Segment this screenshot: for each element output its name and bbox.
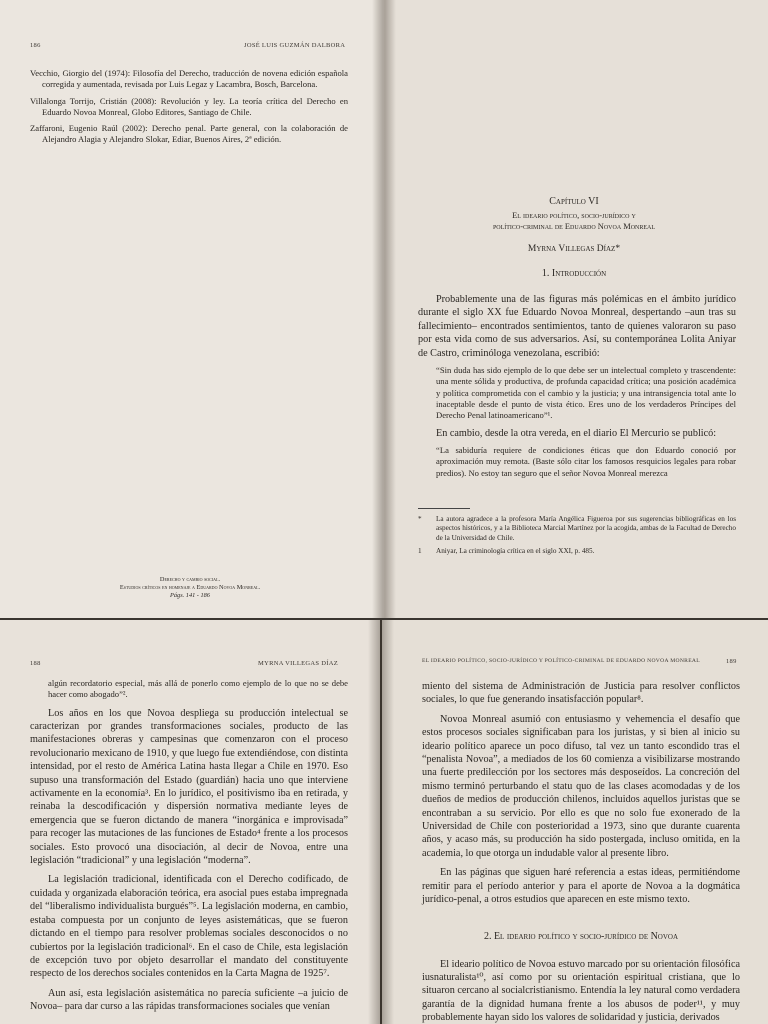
running-head: JOSÉ LUIS GUZMÁN DALBORA: [244, 42, 346, 49]
section-heading: 1. Introducción: [541, 268, 607, 279]
block-quote: algún recordatorio especial, más allá de ponerlo como ejemplo de lo que no se debe hacer como abogado”².: [48, 678, 348, 700]
chapter-title-line2: político-criminal de Eduardo Novoa Monreal: [492, 222, 656, 231]
footnote-text: Aniyar, La criminología crítica en el siglo XXI, p. 485.: [436, 547, 595, 556]
book-footer: [60, 576, 320, 601]
paragraph: Probablemente una de las figuras más polémicas en el ámbito jurídico durante el siglo XX fue Eduardo Novoa Monreal, despertando –aun tras su fallecimiento– encontrados sentimientos, tanto de quienes valoraron su paso por esta vida como de sus adversarios. Así, su contemporánea Lolita Aniyar de Castro, criminóloga venezolana, escribió:: [418, 294, 736, 359]
footnote-rule: [418, 508, 470, 509]
footnote-marker: *: [418, 515, 422, 523]
page-187: [384, 0, 768, 618]
block-quote: “Sin duda has sido ejemplo de lo que debe ser un intelectual completo y trascendente: una mente sólida y productiva, de profunda capacidad crítica; una posición académica y política comprometida con el cambio y la justicia; y una intransigencia total ante lo inaceptable desde el punto de vista ético. Eres uno de los verdaderos Príncipes del Derecho Penal latinoamericano”¹.: [436, 365, 736, 421]
footnote-text: La autora agradece a la profesora María Angélica Figueroa por sus sugerencias bibliográficas en los aspectos históricos, y a la Biblioteca Marcial Martínez por la acogida, ambas de la Facultad de Derecho de la Universidad de Chile.: [436, 515, 736, 542]
body-text: [422, 680, 740, 1024]
paragraph: El ideario político de Novoa estuvo marcado por su orientación filosófica iusnaturalista¹⁰, así como por su orientación espiritual cristiana, que lo situaron cercano al socialcristianismo. Entendía la ley natural como verdadera garantía de la dignidad humana frente a los abusos de poder¹¹, y muy probablemente hayan sido los valores de solidaridad y justicia, derivados: [422, 958, 740, 1024]
bibliography-entry: Vecchio, Giorgio del (1974): Filosofía del Derecho, traducción de novena edición española corregida y aumentada, revisada por Luis Legaz y Lacambra, Bosch, Barcelona.: [30, 68, 348, 90]
paragraph: Aun así, esta legislación asistemática no parecía suficiente –a juicio de Novoa– para dar curso a las rápidas transformaciones sociales que venían: [30, 987, 348, 1013]
page-189: [382, 620, 768, 1024]
paragraph: En cambio, desde la otra vereda, en el diario El Mercurio se publicó:: [436, 427, 717, 439]
book-title: Derecho y cambio social.: [159, 576, 221, 583]
page-number: 189: [726, 658, 737, 665]
running-head: MYRNA VILLEGAS DÍAZ: [258, 660, 338, 667]
body-text: [418, 293, 736, 479]
footnote: [418, 515, 736, 543]
paragraph: Novoa Monreal asumió con entusiasmo y vehemencia el desafío que estos procesos sociales significaban para los juristas, y si bien al inicio su ideario político aparece un poco difuso, tal vez un tanto escondido tras el “penalista Novoa”, a mediados de los 60 comienza a visibilizarse mostrando una fuerte predilección por los sectores más desposeídos. La concreción del mismo terminó perturbando el statu quo de las clases acomodadas y de los dueños de medios de producción chilenos, incluidos aquellos juristas que se encontraban a su servicio. Por ello es que no solo fue exonerado de la Universidad de Chile con posterioridad a 1973, sino que durante cuarenta años, y acaso más, su producción ha sido postergada, incluso omitida, en la academia, lo que otorga un indudable valor al presente libro.: [422, 713, 740, 859]
paragraph: En las páginas que siguen haré referencia a estas ideas, permitiéndome remitir para el período anterior y para el aporte de Novoa a la dogmática jurídico-penal, a otros estudios que aparecen en este mismo texto.: [422, 867, 740, 906]
footnote: [418, 547, 736, 556]
footnotes: [418, 515, 736, 557]
body-text: [30, 678, 348, 1014]
section-heading: 2. El ideario político y socio-jurídico de Novoa: [483, 930, 679, 942]
chapter-heading: [404, 196, 744, 279]
page-186: [0, 0, 384, 618]
page-range: Págs. 141 - 186: [170, 592, 210, 600]
book-gutter: [368, 620, 394, 1024]
paragraph: miento del sistema de Administración de Justicia para resolver conflictos sociales, lo que fue generando insatisfacción popular⁸.: [422, 681, 740, 706]
chapter-title-line1: El ideario político, socio-jurídico y: [512, 211, 636, 220]
bibliography-entry: Villalonga Torrijo, Cristián (2008): Revolución y ley. La teoría crítica del Derecho en Eduardo Novoa Monreal, Globo Editores, Santiago de Chile.: [30, 95, 348, 117]
paragraph: Los años en los que Novoa despliega su producción intelectual se caracterizan por grandes transformaciones sociales, producto de las manifestaciones obreras y campesinas que comenzaron con el proceso revolucionario mexicano de 1910, y que luego fue extendiéndose, con distinta intensidad, por el resto de América Latina hasta llegar a Chile en 1970. Eso supuso una transformación del Estado (guardián) hacia uno que interviene activamente en la economía³. En lo jurídico, el positivismo iba en retirada, y reinaba la descodificación y dispersión normativa mediante leyes de emergencia que se fueron dictando de manera “inorgánica e improvisada” para recoger las mutaciones de las funciones de Estado⁴ frente a los procesos sociales. Esto provocó una disociación, al decir de Novoa, entre una legislación “tradicional” y una legislación “moderna”.: [30, 707, 348, 867]
bibliography-list: [30, 68, 348, 151]
book-subtitle: Estudios críticos en homenaje a Eduardo Novoa Monreal.: [119, 584, 261, 592]
page-188: [0, 620, 380, 1024]
chapter-number: Capítulo VI: [549, 196, 599, 207]
page-number: 186: [30, 42, 41, 49]
footnote-marker: 1: [418, 547, 422, 556]
block-quote: “La sabiduría requiere de condiciones éticas que don Eduardo conoció por aproximación muy remota. (Baste sólo citar los famosos resquicios legales para robar predios). No estoy tan seguro que el señor Novoa Monreal merezca: [436, 444, 736, 478]
chapter-author: Myrna Villegas Díaz*: [527, 244, 621, 254]
book-gutter: [372, 0, 396, 618]
paragraph: La legislación tradicional, identificada con el Derecho codificado, de cuidada y organizada elaboración teórica, era asocial pues estaba impregnada del “liberalismo individualista burgués”⁵. La legislación moderna, en cambio, estaba compuesta por un conjunto de leyes asistemáticas, que se fueron dictando en el tiempo para resolver problemas sociales desconocidos o no cubiertos por la legislación tradicional⁶. En el caso de Chile, esta legislación de excepción tuvo por objeto desarrollar el mandato del constituyente respecto de los derechos sociales contenidos en la Carta Magna de 1925⁷.: [30, 874, 348, 980]
bibliography-entry: Zaffaroni, Eugenio Raúl (2002): Derecho penal. Parte general, con la colaboración de Alejandro Alagia y Alejandro Slokar, Ediar, Buenos Aires, 2ª edición.: [30, 123, 348, 145]
running-head: EL IDEARIO POLÍTICO, SOCIO-JURÍDICO Y POLÍTICO-CRIMINAL DE EDUARDO NOVOA MONREAL: [422, 658, 700, 664]
page-number: 188: [30, 660, 41, 667]
